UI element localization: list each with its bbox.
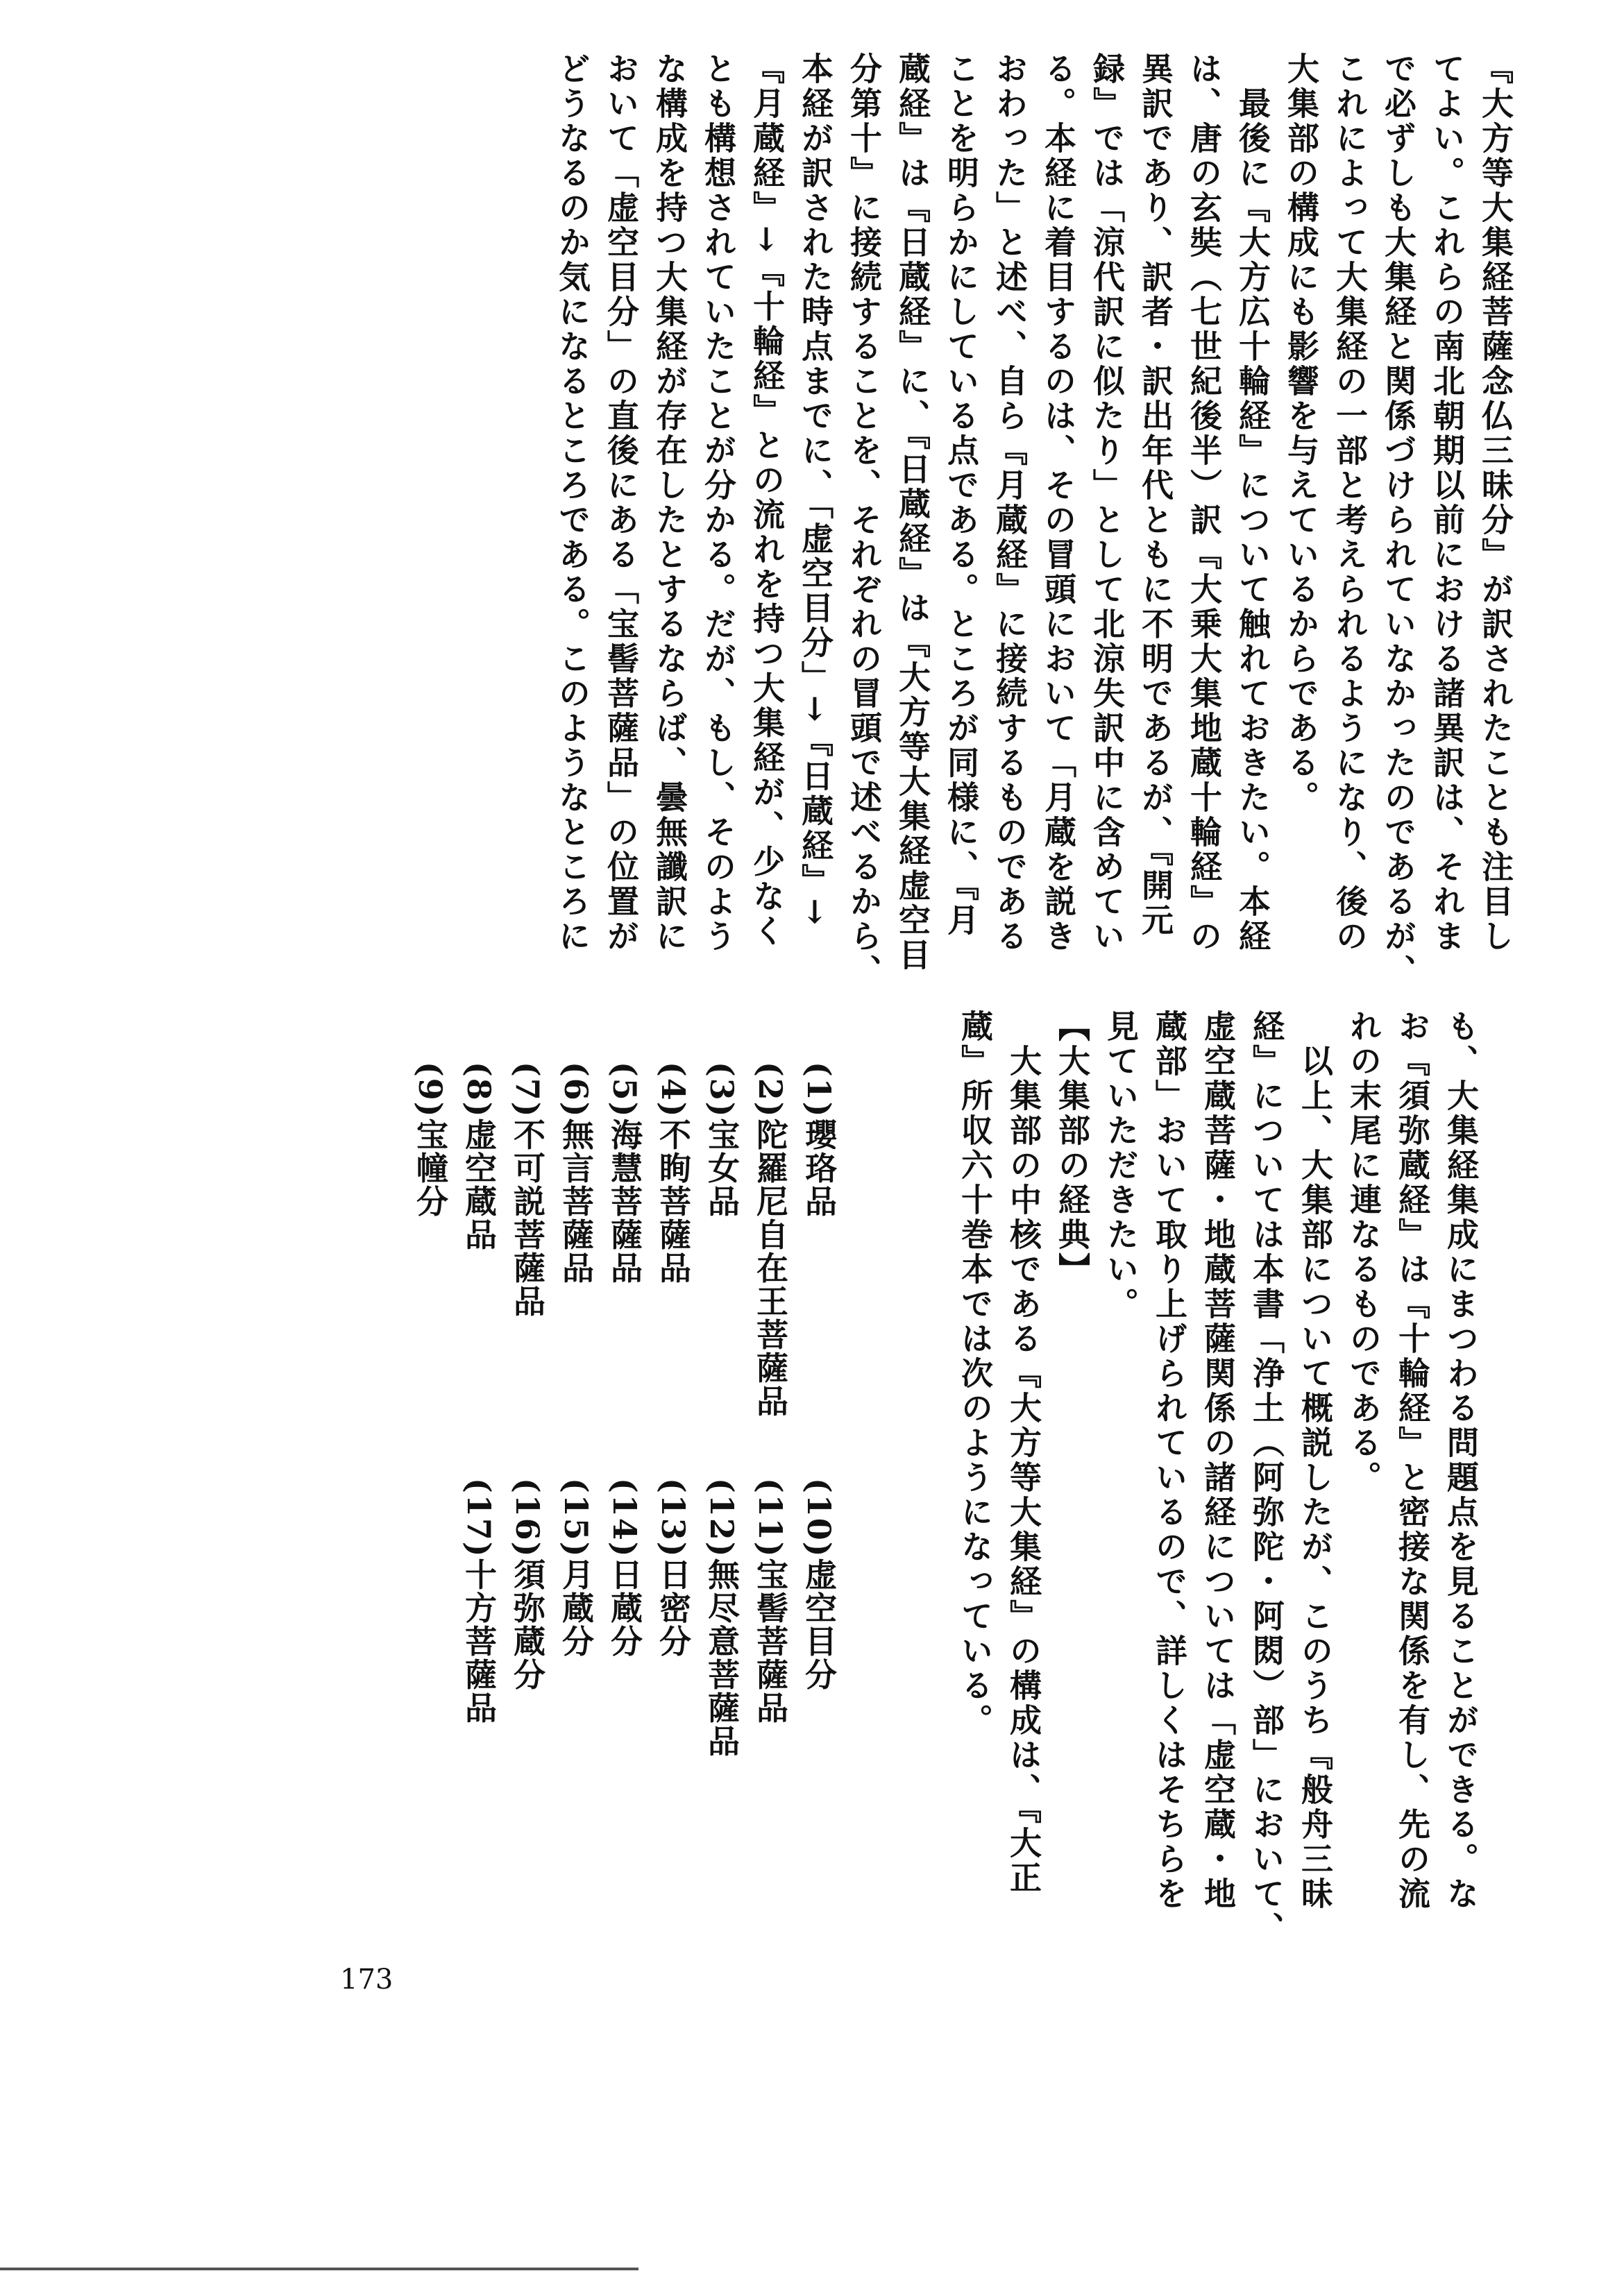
- text-column: 蔵経』は『日蔵経』に、『日蔵経』は『大方等大集経虚空目: [894, 52, 931, 973]
- text-column: 見ていただきたい。: [1102, 1010, 1140, 1322]
- text-column: 大集部の構成にも影響を与えているからである。: [1283, 52, 1320, 815]
- text-column: 『大方等大集経菩薩念仏三昧分』が訳されたことも注目し: [1477, 52, 1514, 954]
- list-item: (11)宝髻菩薩品: [752, 1478, 789, 1725]
- text-column: 録』では「涼代訳に似たり」として北涼失訳中に含めてい: [1088, 52, 1126, 954]
- text-column: 分第十』に接続することを、それぞれの冒頭で述べるから、: [845, 52, 883, 989]
- lower-text-block: [951, 1010, 1485, 2016]
- text-column: は、唐の玄奘（七世紀後半）訳『大乗大集地蔵十輪経』の: [1185, 52, 1223, 954]
- text-column: 『月蔵経』→『十輪経』との流れを持つ大集経が、少なく: [748, 52, 786, 949]
- text-column: おわった」と述べ、自ら『月蔵経』に接続するものである: [991, 52, 1029, 954]
- upper-text-block: [548, 52, 1520, 996]
- text-column: れの末尾に連なるものである。: [1345, 1010, 1382, 1495]
- text-column: てよい。これらの南北朝期以前における諸異訳は、それま: [1428, 52, 1466, 954]
- text-column: ことを明らかにしている点である。ところが同様に、『月: [942, 52, 980, 938]
- text-column: 蔵部」おいて取り上げられているので、詳しくはそちらを: [1151, 1010, 1188, 1912]
- text-column: 異訳であり、訳者・訳出年代ともに不明であるが、『開元: [1137, 52, 1174, 938]
- list-item: (4)不眴菩薩品: [654, 1062, 692, 1285]
- list-item: (15)月蔵分: [557, 1478, 595, 1658]
- page-number: 173: [340, 1964, 394, 1996]
- list-item: (2)陀羅尼自在王菩薩品: [752, 1062, 789, 1418]
- section-heading: 【大集部の経典】: [1054, 1010, 1091, 1287]
- list-item: (13)日密分: [654, 1478, 692, 1658]
- text-column: 経』については本書「浄土（阿弥陀・阿閦）部」において、: [1248, 1010, 1285, 1946]
- text-column: これによって大集経の一部と考えられるようになり、後の: [1331, 52, 1369, 954]
- list-item: (12)無尽意菩薩品: [703, 1478, 741, 1758]
- text-column: る。本経に着目するのは、その冒頭において「月蔵を説き: [1040, 52, 1077, 954]
- text-column: とも構想されていたことが分かる。だが、もし、そのよう: [700, 52, 737, 954]
- list-item: (5)海慧菩薩品: [606, 1062, 643, 1285]
- list-item: (17)十方菩薩品: [460, 1478, 498, 1725]
- text-column: 以上、大集部について概説したが、このうち『般舟三昧: [1296, 1010, 1334, 1912]
- text-column: 本経が訳された時点までに、「虚空目分」→『日蔵経』→: [797, 52, 834, 928]
- list-item: (8)虚空蔵品: [460, 1062, 498, 1252]
- text-column: で必ずしも大集経と関係づけられていなかったのであるが、: [1380, 52, 1417, 989]
- text-column: お『須弥蔵経』は『十輪経』と密接な関係を有し、先の流: [1394, 1010, 1431, 1912]
- list-item: (10)虚空目分: [800, 1478, 838, 1692]
- text-column: おいて「虚空目分」の直後にある「宝髻菩薩品」の位置が: [602, 52, 640, 954]
- list-item: (7)不可説菩薩品: [509, 1062, 546, 1318]
- text-column: 最後に『大方広十輪経』について触れておきたい。本経: [1234, 52, 1271, 954]
- text-column: 蔵』所収六十巻本では次のようになっている。: [956, 1010, 994, 1738]
- list-item: (14)日蔵分: [606, 1478, 643, 1658]
- text-column: 大集部の中核である『大方等大集経』の構成は、『大正: [1005, 1010, 1042, 1896]
- text-column: も、大集経集成にまつわる問題点を見ることができる。な: [1442, 1010, 1480, 1912]
- list-item: (9)宝幢分: [412, 1062, 449, 1218]
- text-column: な構成を持つ大集経が存在したとするならば、曇無讖訳に: [651, 52, 688, 954]
- list-item: (16)須弥蔵分: [509, 1478, 546, 1692]
- text-column: どうなるのか気になるところである。このようなところに: [554, 52, 591, 954]
- text-column: 虚空蔵菩薩・地蔵菩薩関係の諸経については「虚空蔵・地: [1199, 1010, 1237, 1912]
- footer-rule: [0, 2268, 638, 2270]
- list-item: (1)瓔珞品: [800, 1062, 838, 1218]
- list-item: (6)無言菩薩品: [557, 1062, 595, 1285]
- sutra-list-second: [455, 1478, 843, 2005]
- list-item: (3)宝女品: [703, 1062, 741, 1218]
